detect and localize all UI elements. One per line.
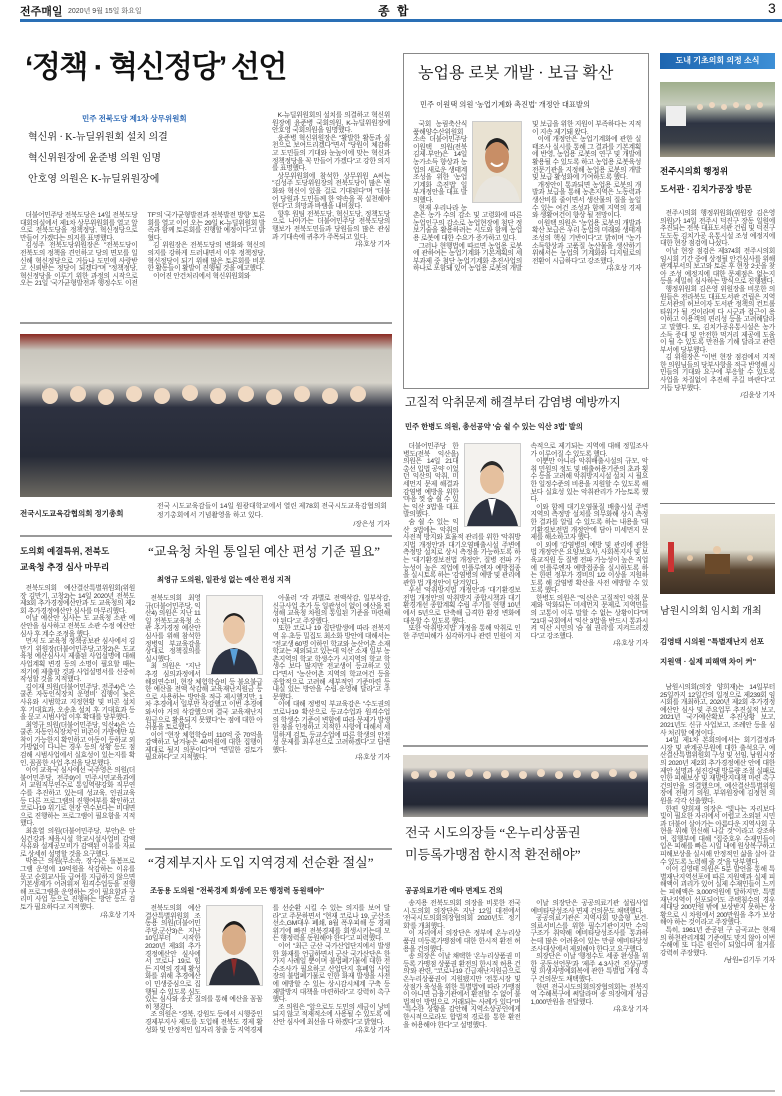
paragraph: 이어 "최근 군산 국가산업단지에서 발생한 화재를 언급하면서 군산 국가산단은 한 가지 사례일 뿐이며 불법폐기물에 대한 전수조사가 필요하고 산업단지 휴폐업 사업장의 불법폐기물로 인한 화재 발생을 사전에 예방할 수 있는 상시감시체계 구축 등 재발방지 대책을 마련하라"고 강력히 촉구했다. (272, 942, 390, 1004)
namwon-headline: 남원시의회 임시회 개최 (660, 606, 762, 617)
namwon-body (660, 684, 775, 965)
paragraph: 이날 의장단은 공공의료기관 설립사업 예비타당성조사 면제 건의문도 채택했다. (530, 900, 648, 915)
economy-headline: “경제부지사 도입 지역경제 선순환 절실” (148, 855, 374, 870)
paragraph: 이날 예산안 심사는 도 교육청 소관 예산안을 심사하고 전북도 소관 수정 예산안 심사 후 계수 조정을 했다. (20, 615, 135, 638)
paragraph: 최영규 의원(더불어민주당, 익산4)은 '스쿨존 자동인식장치'인 비콘이 가방에만 부착이 가능한지 확인하고 아동이 등하교 외 가방없이 다니는 경우 등의 상황 등도 점검해 시범사업에서 실효성이 있는지를 확인, 꼼꼼한 사업 추진을 당부했다. (20, 721, 135, 767)
paragraph: 조 의원은 "앞으로도 도민의 세금이 낭비되지 않고 적재적소에 사용될 수 있도록 예산안 심사에 최선을 다 하겠다"고 밝혔다. (272, 1003, 390, 1026)
paragraph: 윤준병 혁신위원장은 "활발한 활동과 실천으로 보여드리겠다"면서 "당원이 체감하고 도민들의 기대와 눈높이에 맞는 혁신과 정책정당을 꼭 만들어 가겠다"고 강한 의지를 표명했다. (272, 134, 390, 173)
namwon-sub: 김영태 시의원 "특별재난지 선포 (660, 637, 764, 646)
paragraph: 특히, 1961년 준공된 구 금곡교는 현재의 하천관리계획 기준에도 맞지 않아 이번 수해에 또 다른 원인이 되었다며 철거를 강력히 주장했다. (660, 927, 775, 957)
newspaper-name: 전주매일 (20, 6, 63, 18)
economy-byline: /유호상 기자 (355, 1026, 390, 1034)
budget-paragraphs (20, 585, 135, 912)
economy-paragraphs (145, 905, 390, 1034)
photo-jeonju-site-visit (660, 82, 775, 157)
paragraph: 남원시의회(의장 양희재)는 14일부터 25일까지 12일간의 일정으로 제239회 임시회를 개최하고, 2020년 제2회 추가경정 예산안 심사 및 주요업무 추진실적 보고, 2021년 국가예산확보 추진상황 보고, 2021년도 신규 사업보고, 조례안 등을 심사 처리할 예정이다. (660, 684, 775, 737)
education-body (145, 595, 390, 762)
odor-headline: 고질적 악취문제 해결부터 감염병 예방까지 (405, 395, 621, 409)
divider (20, 535, 392, 537)
budget-headline: 도의회 예결특위, 전북도 (20, 546, 110, 556)
budget-body (20, 585, 135, 919)
education-sub: 최영규 도의원, 일관성 없는 예산 편성 지적 (157, 575, 292, 584)
paragraph: 또한 코로나 19 집단발생에 따라 전북지역 유·초등 밀집도 최소화 방안에 대해서는 "전교생 60명 이하인 학교와 농산어촌 소재 학교는 제외되고 있는데 익산 소재 일부 농촌지역의 학교 학생수가 시지역의 학교 학생수 보다 많지만 전교생이 등교하고 있다"면서 "농산어촌 지역의 학교여건 등을 종합적으로 고려해 세부적인 기준마련 등 내실 있는 방안을 수립·운영해 달라"고 주문했다. (272, 625, 390, 701)
namwon-sub: 지원액 · 실제 피해액 차이 커" (660, 657, 757, 666)
education-headline: “교육청 차원 통일된 예산 편성 기준 필요” (148, 544, 380, 559)
divider (20, 322, 392, 324)
chairs-headline: 미등록가맹점 한시적 환전해야” (405, 847, 581, 862)
paragraph: 송 의장은 이날 채택한 '온누리상품권 미등록 가맹점 상품권 환전의 한시적 허용 건의'와 관련, "코로나19 긴급재난지원금으로 온누리상품권이 지원됐지만 '전통시장 및 상점가 육성을 위한 특별법'에 따라 가맹점이 아니면 금융기관에서 환전할 수 없어 불법적인 방법으로 거래되는 사례가 있다"며 "특수한 상황을 감안해 지역소상공인에게 한시적으로라도 합법적 경로를 통한 환전을 허용해야 한다"고 설명했다. (403, 953, 521, 1029)
lead-body-b (272, 112, 390, 249)
paragraph: 전북도의회 예산결산특별위원회(위원장 김만기, 고창2)는 14일 2020년 전북도 제3회 추가경정예산안과 도 교육청의 제2회 추가경정예산안 심사를 마무리했다. (20, 585, 135, 615)
group-photo-council-chairs (403, 755, 648, 817)
paragraph: 조 의원은 "경북, 강원도 등에서 시행중인 경제부지사 제도를 도입해 전북도 경제 활성화 및 안정적인 일자리 창출 등 지역경제를 선순환 시킬 수 있는 의지를 보여 달라"고 주문하면서 "현재 코로나 19, 군산조선소,GM대우 폐쇄, 8월 폭우피해 등 경제위기에 빠진 전북경제를 회생시키는데 모든 행정력을 동원해야 한다"고 피력했다. (145, 905, 390, 1034)
paragraph: 우선 '악취방지법 개정안'과 '대기환경보전법 개정안'의 악취방지 종합시책과 대기환경개선 종합계획 수립 주기를 현행 10년에서 5년으로 단축해 급격한 환경 변화에 대응할 수 있도록 했다. (403, 587, 521, 625)
photo-caption-title: 전국시도교육감협의회 정기총회 (20, 509, 124, 518)
budget-headline: 교육청 추경 심사 마무리 (20, 562, 110, 572)
paragraph: 최 의원은 "지난 추경 심의과정에서 해외연수비, 현장 체험학습비 등 불요불급한 예산을 전액 삭감해 교육재난지원금 등으로 사용하는 방안을 적극 제시했지만, 1차 추경에서 일부만 삭감했고 이번 추경에 와서야 거의 삭감했으며 결국 교육재난지원금으로 활용되지 못했다"는 점에 대한 아쉬움을 토로했다. (145, 663, 263, 732)
header-rule (20, 19, 782, 22)
paragraph: 이와 함께 대기오염물질 배출시설 주변지역의 측정망 설치를 의무화해 상시 측정한 결과를 알릴 수 있도록 하는 내용을 '대기환경보전법 개정안'에 담아 미세먼지 문제를 해소하고자 했다. (530, 503, 648, 542)
paragraph: 이어진 안건처리에서 혁신위원회와 (152, 272, 251, 280)
jeonju-byline: /김윤상 기자 (740, 392, 775, 400)
paragraph: 송지용 전북도의회 의장을 비롯한 전국 시·도의회 의장단은 지난 12일 대전에서 '전국시도의회의장협의회 2020년도 정기회'를 개최했다. (403, 900, 521, 930)
economy-body (145, 905, 390, 1034)
paragraph: 14일 제1차 본회의에서는 회기결정과 시장 및 관계공무원에 대한 출석요구, 예산결산특별위원회 구성 및 선임, 남원시장의 2020년 제2회 추가경정예산 안에 대한 제안 설명과 섬진강댐 방류량 조절 실패로 인한 피해보상 및 재발방지대책 마련 촉구 건의안을 의결했으며, 예산결산특별위원장에 전평기 의원, 부위원장에 김정현 의원을 각각 선출했다. (660, 737, 775, 805)
paragraph: K-뉴딜위원회의 설치를 의결하고 혁신위원장에 윤준병 국회의원, K-뉴딜위원장에 안호영 국회의원을 임명했다. (272, 112, 390, 135)
paragraph: 이어 김영태 의원은 5분 발언을 통해 특별재난지역선포에 따른 지원액과 실제 피해액이 괴리가 있어 실제 수재민들이 느끼는 피해액은 3,000억원에 달하지만, 특별재난지역이 선포되어도 주택침수의 경우 세대당 200만원 밖에 보상받지 못하는 상황으로 시 차원에서 200만원을 추가 보상해야 하는 것이라고 주장했다. (660, 866, 775, 927)
divider (403, 745, 648, 747)
paragraph: 개정안이 통과되면 농업용 로봇의 개발과 보급을 통해 농촌지역은 노동력과 생산비를 줄이면서 생산물의 질을 높일 수 있는 여건 조성과 함께 지역의 경제와 생활여건이 향상 될 전망이다. (532, 181, 641, 220)
photo-caption-text: 전국 시도교육감들이 14일 원광대학교에서 열린 제78회 전국시도교육감협의회 정기총회에서 기념촬영을 하고 있다. (157, 503, 387, 519)
paragraph: 더불어민주당 한병도(전북 익산을) 의원은 14일 21대 총선 입법 공약 이었던 익산의 악취, 미세먼지 문제 해결과 감염병 예방을 위한 '마음 껏 숨 쉴 수 있는 익산 3법'을 대표 발의했다. (403, 443, 459, 519)
paragraph: 이에 개정안은 농업기계화에 관한 실태조사 실시를 통해 그 결과를 기본계획에 반영, 농업용 로봇의 연구 및 개발에 활용될 수 있도록 하고 농업용 로봇육성 전문기관을 지정해 농업용 로봇의 개발 및 보급 활성화에 기여하도록 했다. (532, 136, 641, 182)
economy-sub: 조동용 도의원 "전북경제 회생에 모든 행정력 동원해야" (150, 886, 325, 895)
paragraph: 이어 "현장 체험학습비 110억 중 70억을 감액하고 남겨놓은 40억원에 대한 집행이 제대로 될지 의문이다"며 "면밀한 검토가 필요하다"고 지적했다. (145, 731, 263, 762)
jeonju-headline: 도서관 · 김치가공장 방문 (660, 184, 753, 194)
chairs-byline: /유호상 기자 (613, 1006, 648, 1014)
namwon-byline: /남원=김기두 기자 (724, 957, 775, 965)
paragraph: 숨 쉴 수 있는 익산 3법에는 악취의 사전적 방지와 효율적 관리를 위한 '악취방지법 개정안'과 대기오염배출시설 주변에 측정망 설치로 상시 측정을 가능하도록 하는 '대기환경보전법 개정안', 질병 전파 가능성이 높은 직업에 인플루엔자 예방접종을 실시토록 하는 '감염병의 예방 및 관리에 관한 법 개정안'이 담겨있다. (403, 518, 521, 587)
lead-body-a (20, 212, 265, 288)
paragraph: 향후 원팀 전북도당, 혁신도당, 정책도당으로 나아가는 더불어민주당 전북도당의 행보가 전북도민들과 당원들의 많은 관심과 기대속에 귀추가 주목되고 있다. (272, 210, 390, 241)
lead-headline: ‘정책 · 혁신정당’ 선언 (25, 51, 286, 84)
chairs-body (403, 900, 648, 1029)
paragraph: 상무위원회에 참석한 상무위원 A씨는 "김성주 도당위원장의 전북도당이 많은 변화와 혁신이 있을 걸로 기대된다"며 "더불어 당원과 도민들께 한 약속을 꼭 실천해야 한다"고 희망과 바램을 내비쳤다. (272, 172, 390, 211)
paragraph: 행정위원회 김은영 위원장을 비롯한 의원들은 전라북도 대표도서관 건립은 지역 도서관의 허브이자 도서관 정책의 컨트롤타워가 될 것이라며 다 시군과 접근이 용이하고 이용객의 편리성 등을 고려해달라고 말했다. 또, 김치가공유통시설은 농가 소득 증대 및 안전한 먹거리 제공에 도움이 될 수 있도록 만전을 기해 달라고 관련 부서에 당부했다. (660, 285, 775, 354)
portrait-han-byeongdo (464, 443, 521, 527)
budget-byline: /유호상 기자 (100, 911, 135, 919)
portrait-lee-wontaek (472, 121, 522, 203)
paragraph: 김이재 의원(더불어민주당, 전주4)은 '스쿨존 자동인식장치 운영비' 집행이 늦은 사유와 시범학교 지정현황 및 비콘 설치 후 기대효과, 오송초 설치 후 기대효과 등을 묻고 시범사업 이후 확대를 당부했다. (20, 683, 135, 722)
people-silhouettes (20, 334, 392, 497)
paragraph: 또한 '악취방지법' 개정을 통해 악취로 인한 주민피해가 심각하거나 관련 민원이 지속적으로 제기되는 지역에 대해 정밀조사가 이루어질 수 있도록 했다. (403, 443, 648, 640)
odor-sub: 민주 한병도 의원, 총선공약 '숨 쉴 수 있는 익산 3법' 발의 (405, 422, 583, 431)
paragraph: 한편 양희재 의장은 "빛나는 자리보다 빛이 필요한 자리에서 어렵고 소외된 시민과 더불어 살아가는 아름다운 지역사회 구현을 위해 헌신해 나갈 것"이라고 강조하며, 집행부에 대해 "집중호우 수재민들이 입은 피해를 빠른 시일 내에 원상복구하고 피해보상을 실시해 안정적인 삶을 살아 갈 수 있도록 노력해 줄 것"을 당부했다. (660, 805, 775, 866)
jeonju-body (660, 210, 775, 400)
paragraph: 전북도의회 예산결산특별위원회 조동용 의원(더불어민주당,군산3)은 지난 10일부터 시작한 2020년 제3회 추가경정예산안 심사에서 코로나 19로 힘든 지역의 경제 활성화를 위해 추경예산이 민생중심으로 집행될 수 있도록 심도 있는 심사와 송곳 질의를 통해 예산을 꼼꼼히 챙겼다. (145, 905, 263, 1011)
paragraph: 그러나 현행법에 따르면 농업용 로봇에 관하여는 농업기계화 기본계획의 세부과제 중 첨단 농업기계화 추진사업의 하나로 포함돼 있어 농업용 로봇의 개발 및 보급을 위한 지원이 부족하다는 지적이 지속 제기돼 왔다. (413, 121, 641, 273)
paragraph: 한편 전국시도의회의장협의회는 전북지역 수해복구에 써달라며 송 의장에게 성금 1,000만원을 전달했다. (530, 983, 648, 1006)
robot-headline: 농업용 로봇 개발 · 보급 확산 (418, 65, 614, 82)
jeonju-headline: 전주시의회 행정위 (660, 166, 729, 176)
paragraph: 김 위원장은 "이번 현장 점검에서 지적한 의원님들의 당부사항을 적극 반영해 시민들의 기대와 요구에 부응할 수 있도록 사업을 차질없이 추진해 주길 바란다"고 거듭 당부했다. (660, 354, 775, 392)
people-silhouettes (660, 82, 775, 157)
paragraph: 한병도 의원은 "익산은 고질적인 악취 문제와 악화되는 미세먼지 문제로 지역민들의 고통이 이루 말할 수 없는 상황이다"며 "21대 국회에서 '익산 3법'을 반드시 통과시켜 익산 시민의 '숨 쉴 권리'를 지켜드리겠다"고 강조했다. (530, 594, 648, 640)
lead-byline: /유호상 기자 (355, 241, 390, 249)
paragraph: 김성주 전북도당위원장은 "전북도당이 전북도의 정책을 견인하고 당의 면모를 일신해 혁신정당으로 거듭나 도민에 사랑받고 신뢰받는 정당이 되겠다"며 "정책정당, 혁신정당을 이루기 위한 과정의 시작으로 오는 21일 '국가균형발전과 행정수도 이전 TF'의 '국가균형발전과 전북발전 방향' 토론회를 열고 이어 오는 29일 K-뉴딜위원회 발족과 함께 토론회를 진행할 예정이다"고 밝혔다. (20, 212, 265, 288)
paragraph: 의장단은 이날 '행정수도 세종 완성을 위한 공동선언문'과 '제주 4·3사건 진상규명 및 희생자명예회복에 관한 특별법 개정 촉구 건의문'도 채택했다. (530, 953, 648, 983)
portrait-choi-younggyu (206, 595, 263, 675)
paragraph: 이어 교육국 심사에선 국주영은 의원(더불어민주당, 전주9)이 민주시민교육과에서 교원직무연수로 통일역량강화 직무연수를 추진하고 있는데 성교육, 인권교육 등 다른 프로그램의 진행여부를 확인하고 코로나19 위기로 현장 연수보다는 비대면으로 진행하는 프로그램이 필요함을 지적했다. (20, 767, 135, 828)
paragraph: 공공의료기관은 지역사회 맞춤형 보건·의료서비스를 위한 필수기관이지만 수익구조가 취약해 예비타당성조사를 통과하는데 많은 어려움이 있는 만큼 예비타당성조사대상에서 제외해야 한다고 요구했다. (530, 915, 648, 953)
robot-byline: /유호상 기자 (606, 265, 641, 273)
sidebar-section-label: 도내 기초의회 의정 소식 (660, 53, 775, 69)
paragraph: 이날 현장 점검은 제374회 전주시의회 임시회 기간 중에 상정될 안건심사를 위해 관계부서의 보고와 토론 후 현장 2곳을 찾아 조성 예정지에 대한 문제점은 없는지 등을 세밀히 심사하는 방식으로 진행됐다. (660, 247, 775, 286)
paragraph: 전북도의회 최영규(더불어민주당, 익산4) 의원은 지난 11일 전북도교육청 소관 추가경정 예산안 심사를 위해 참석한 정병익 부교육감을 상대로 정책질의를 실시했다. (145, 595, 201, 663)
odor-body (403, 443, 648, 648)
lead-subhead: 혁신위원장에 윤준병 의원 임명 (28, 153, 162, 164)
footer-rule (20, 1090, 775, 1092)
group-photo-education-council (20, 334, 392, 497)
paragraph: 현재 우리나라 농촌은 농가 수의 감소 및 고령화에 따른 농업인구의 감소로 농업현장에 첨단 정보기술을 활용하려는 시도와 함께 농업용 로봇에 대한 수요가 증가하고 있다. (413, 204, 522, 242)
paragraph: 최훈열 의원(더불어민주당, 부안)은 안심건강과 체육시설 학교시설사업비 감액 사유와 설계공모비가 감액된 이유를 자료로 상세히 설명할 것을 요구했다. (20, 828, 135, 858)
lead-subhead: 혁신위 · K-뉴딜위원회 설치 의결 (28, 132, 168, 143)
lead-subhead: 안호영 의원은 K-뉴딜위원장에 (28, 174, 160, 185)
divider (660, 503, 775, 504)
paragraph: 이원택 의원은 "농업용 로봇의 개발과 확산 보급은 우리 농업의 미래와 생태계 조성의 핵심 기반이다"고 밝히며 "농가 소득향상과 고품질 농산물을 생산하기 위해서는 농업의 기계화와 디지털로의 전환이 시급하다"고 강조했다. (532, 219, 641, 265)
divider (145, 848, 392, 850)
paragraph: 이 자리에서 의장단은 정부에 온누리상품권 미등록가맹점에 대한 한시적 환전 허용을 건의했다. (403, 930, 521, 953)
paragraph: 박용근 의원(무소속, 장수)은 돌봄프로그램 운영에 19억원을 삭감하는 이유를 묻고 순회교사들 급여를 지급하지 않으면 기본생계가 어려워져 원격수업등을 진행해 프로그램을 운영하는 것이 필요함과 구리미 사업 등으로 진행하는 방안 등도 검토가 필요하다고 지적했다. (20, 858, 135, 911)
assembly-hall (660, 514, 775, 594)
paragraph: 국회 농림축산식품해양수산위원회 소속 더불어민주당 이원택 의원(전북 김제·부안)은 14일 농가소득 향상과 농업의 새로운 생태계 조성을 위한 '농업기계화 촉진법' 일부개정안을 대표 발의했다. (413, 121, 467, 204)
photo-namwon-council-session (660, 514, 775, 594)
paragraph: 먼저 도 교육청 정책공보관 심사에서 김만기 위원장(더불어민주당,고창2)은 도교육청 예산심사시 제출된 사업설명에 대해 사업계획 변경 등의 소명이 필요할 때는 적기에 제출할 것과 사업설명서를 신중히 작성할 것을 지적했다. (20, 638, 135, 684)
lead-paragraphs (272, 112, 390, 241)
paragraph: 김 위원장은 전북도당의 변화와 혁신의 의지를 강하게 드러내면서 이후 정책정당, 혁신정당이 되기 위해 많은 토론회를 비롯한 활동들이 활발이 진행될 것을 예고했다. (147, 242, 265, 273)
paragraph: 아울러 "각 과별로 전액삭감, 일부삭감, 신규사업 추가 등 일관성이 없이 예산을 편성해 교육청 차원의 통일된 기준을 마련해야 된다"고 주장했다. (272, 595, 390, 625)
page-number: 3 (768, 0, 776, 16)
paragraph: 이뿐만 아니라 악취배출시설의 규모, 악취 민원의 정도 및 배출허용기준의 초과 횟수 등을 고려해 악취방지시설 설치 시 필요한 일정수준의 비용을 지원할 수 있도록 해 보다 실효성 있는 악취관리가 가능토록 했다. (530, 458, 648, 504)
paragraph: 이에 대해 정병익 부교육감은 "수도권의 코로나19 확산으로 등교수업과 원격수업의 학생수 기준이 변함에 따라 문제가 발생한 점을 인정하고 지적한 사항에 대해서 세밀하게 검토, 등교수업에 따른 학생의 안전성 문제를 최우선으로 고려하겠다"고 답변했다. (272, 701, 390, 754)
paragraph: 이 외에 '감염병의 예방 및 관리에 관한 법 개정안'은 요양보호사, 사회복지사 및 보육교직원 등 질병 전파 가능성이 높은 직업에 인플루엔자 예방접종을 실시하도록 하는 한편 정부가 경비의 1/2 이상을 지원하도록 해 감염병 확산을 사전 예방할 수 있도록 했다. (530, 541, 648, 595)
photo-caption (157, 502, 390, 529)
portrait-jo-dongyong (206, 905, 263, 986)
chairs-sub: 공공의료기관 예타 면제도 건의 (405, 886, 503, 895)
namwon-paragraphs (660, 684, 775, 957)
odor-paragraphs (403, 443, 648, 648)
photo-caption-byline: /장은성 기자 (353, 521, 390, 528)
people-silhouettes (403, 755, 648, 817)
education-byline: /유호상 기자 (355, 754, 390, 762)
robot-body (413, 121, 641, 273)
paragraph: 전주시의회 행정위원회(위원장 김은영 의원)가 14일 전주시 덕진구 장동 일원에 추진되는 전북 대표도서관 건립 및 덕진구 도도동 김치가공 유통시설 조성 예정지에 대한 현장 점검에 나섰다. (660, 210, 775, 248)
robot-sub: 민주 이원택 의원 '농업기계화 촉진법' 개정안 대표발의 (420, 100, 591, 109)
odor-byline: /유호상 기자 (613, 640, 648, 648)
section-title: 종 합 (378, 4, 411, 18)
education-paragraphs (145, 595, 390, 762)
paragraph: 더불어민주당 전북도당은 14일 전북도당 대회의실에서 제1차 상무위원회를 열고 앞으로 전북도당을 정책정당, 혁신정당으로 만들어 가겠다는 의지를 표명했다. (20, 212, 138, 242)
issue-date: 2020년 9월 15일 화요일 (68, 8, 142, 15)
lead-kicker: 민주 전북도당 제1차 상무위원회 (82, 114, 187, 123)
robot-paragraphs (413, 121, 641, 273)
jeonju-paragraphs (660, 210, 775, 392)
chairs-headline: 전국 시도의장들 “온누리상품권 (405, 825, 581, 840)
